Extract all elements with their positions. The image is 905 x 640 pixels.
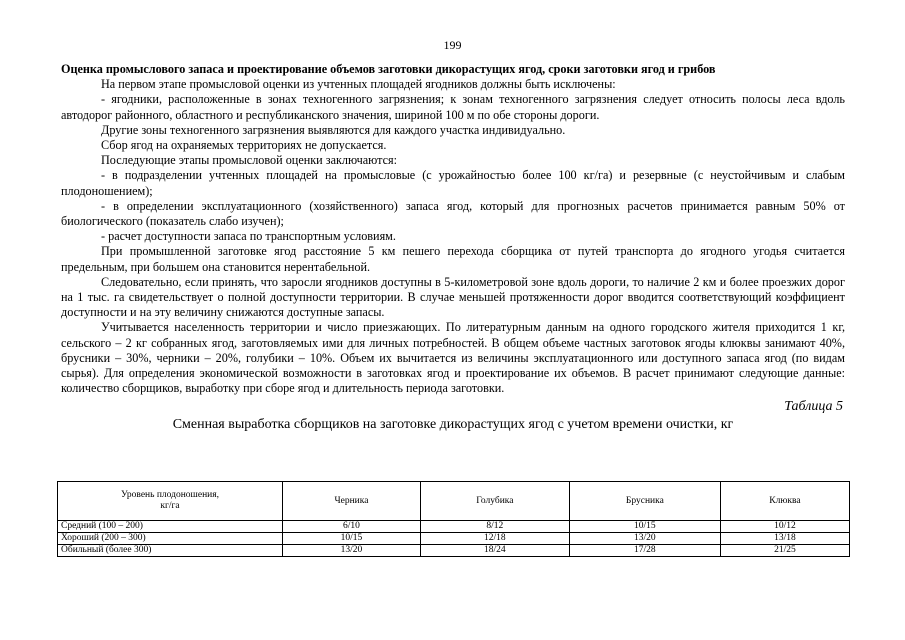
paragraph: Другие зоны техногенного загрязнения выявляются для каждого участка индивидуально. <box>101 122 566 137</box>
table-header-cell: Брусника <box>569 482 720 521</box>
header-level-label: Уровень плодоношения, <box>121 490 219 500</box>
table-cell: 10/12 <box>720 521 849 533</box>
table-header-cell: Черника <box>283 482 421 521</box>
table-cell: 13/20 <box>283 545 421 557</box>
paragraph: - в подразделении учтенных площадей на промысловые (с урожайностью более 100 кг/га) и резервные (с неустойчивым и слабым плодоношением); <box>61 168 845 198</box>
table-row <box>58 521 850 533</box>
table-header-row <box>58 482 850 521</box>
table-header-cell: Клюква <box>720 482 849 521</box>
table-row <box>58 533 850 545</box>
table-cell: 12/18 <box>420 533 569 545</box>
row-label: Средний (100 – 200) <box>58 521 283 533</box>
paragraph: - в определении эксплуатационного (хозяйственного) запаса ягод, который для прогнозных расчетов принимается равным 50% от биологического (показатель слабо изучен); <box>61 198 845 229</box>
paragraph: - ягодники, расположенные в зонах техногенного загрязнения; к зонам техногенного загрязнения следует относить полосы леса вдоль автодорог районного, областного и республиканского значения, шириной 100 м по обе стороны дороги. <box>61 92 845 122</box>
row-label: Обильный (более 300) <box>58 545 283 557</box>
paragraph: При промышленной заготовке ягод расстояние 5 км пешего перехода сборщика от путей транспорта до ягодного угодья считается предельным, при большем она становится нерентабельной. <box>61 244 845 274</box>
row-label: Хороший (200 – 300) <box>58 533 283 545</box>
table-cell: 10/15 <box>283 533 421 545</box>
table-cell: 13/20 <box>569 533 720 545</box>
header-level-unit: кг/га <box>160 501 180 511</box>
table-cell: 8/12 <box>420 521 569 533</box>
table-cell: 6/10 <box>283 521 421 533</box>
paragraph: Последующие этапы промысловой оценки заключаются: <box>101 153 397 168</box>
table-cell: 13/18 <box>720 533 849 545</box>
document-body <box>61 62 845 433</box>
page-number: 199 <box>443 38 462 52</box>
table-cell: 18/24 <box>420 545 569 557</box>
paragraph: Сбор ягод на охраняемых территориях не допускается. <box>101 138 387 153</box>
paragraph: На первом этапе промысловой оценки из учтенных площадей ягодников должны быть исключены: <box>101 77 616 92</box>
paragraph: Учитывается населенность территории и число приезжающих. По литературным данным на одного городского жителя приходится 1 кг, сельского – 2 кг собранных ягод, заготовляемых ими для личных потребностей. В общем объеме частных заготовок ягоды клюквы занимают 40%, брусники – 30%, черники – 20%, голубики – 10%. Объем их вычитается из величины эксплуатационного или доступного запаса ягод (по видам сырья). Для определения экономической возможности в заготовках ягод и проектирование их объемов. В расчет принимают следующие данные: количество сборщиков, выработку при сборе ягод и длительность периода заготовки. <box>61 320 845 396</box>
yield-table <box>57 481 850 557</box>
table-cell: 17/28 <box>569 545 720 557</box>
table-header-level <box>58 482 283 521</box>
table-row <box>58 545 850 557</box>
table-cell: 10/15 <box>569 521 720 533</box>
paragraph: Следовательно, если принять, что заросли ягодников доступны в 5-километровой зоне вдоль дороги, то наличие 2 км и более проезжих дорог на 1 тыс. га свидетельствует о полной доступности территории. В случае меньшей протяженности дорог вводится соответствующий коэффициент доступности и на эту величину снижаются доступные запасы. <box>61 274 845 320</box>
table-title: Сменная выработка сборщиков на заготовке дикорастущих ягод с учетом времени очистки, кг <box>172 417 734 433</box>
table-caption: Таблица 5 <box>784 399 843 415</box>
paragraph: - расчет доступности запаса по транспортным условиям. <box>101 229 396 244</box>
section-heading: Оценка промыслового запаса и проектирование объемов заготовки дикорастущих ягод, сроки заготовки ягод и грибов <box>61 62 716 76</box>
table-cell: 21/25 <box>720 545 849 557</box>
table-header-cell: Голубика <box>420 482 569 521</box>
